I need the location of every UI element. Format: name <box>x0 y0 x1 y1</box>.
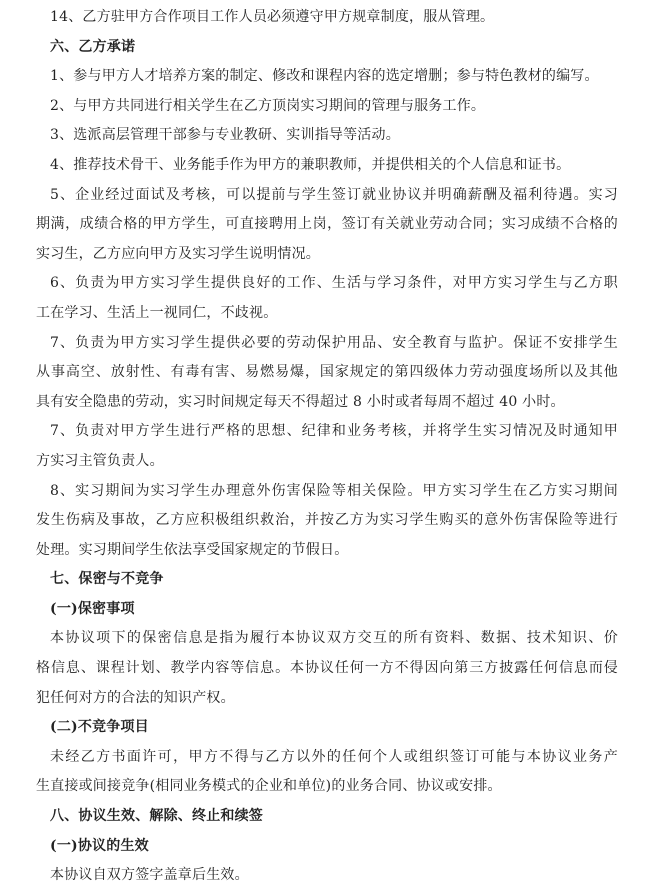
paragraph-line: 从事高空、放射性、有毒有害、易燃易爆，国家规定的第四级体力劳动强度场所以及其他 <box>36 364 618 381</box>
section-heading: 八、协议生效、解除、终止和续签 <box>50 808 263 825</box>
section-heading: 七、保密与不竞争 <box>50 571 164 588</box>
paragraph-line: 实习生，乙方应向甲方及实习学生说明情况。 <box>36 245 320 262</box>
paragraph-line: 1、参与甲方人才培养方案的制定、修改和课程内容的选定增删；参与特色教材的编写。 <box>50 68 599 85</box>
subsection-heading: (二)不竞争项目 <box>50 719 149 736</box>
paragraph-line: 14、乙方驻甲方合作项目工作人员必须遵守甲方规章制度，服从管理。 <box>50 9 495 25</box>
paragraph-line: 本协议项下的保密信息是指为履行本协议双方交互的所有资料、数据、技术知识、价 <box>50 630 618 647</box>
paragraph-line: 具有安全隐患的劳动，实习时间规定每天不得超过 8 小时或者每周不超过 40 小时。 <box>36 393 565 410</box>
paragraph-line: 未经乙方书面许可，甲方不得与乙方以外的任何个人或组织签订可能与本协议业务产 <box>50 748 618 765</box>
paragraph-line: 生直接或间接竞争(相同业务模式的企业和单位)的业务合同、协议或安排。 <box>36 778 502 795</box>
paragraph-line: 3、选派高层管理干部参与专业教研、实训指导等活动。 <box>50 127 400 144</box>
paragraph-line: 7、负责为甲方实习学生提供必要的劳动保护用品、安全教育与监护。保证不安排学生 <box>50 334 618 351</box>
paragraph-line: 发生伤病及事故，乙方应积极组织救治，并按乙方为实习学生购买的意外伤害保险等进行 <box>36 512 618 529</box>
paragraph-line: 7、负责对甲方学生进行严格的思想、纪律和业务考核，并将学生实习情况及时通知甲 <box>50 423 618 440</box>
paragraph-line: 8、实习期间为实习学生办理意外伤害保险等相关保险。甲方实习学生在乙方实习期间 <box>50 482 618 499</box>
paragraph-line: 犯任何对方的合法的知识产权。 <box>36 689 235 706</box>
paragraph-line: 6、负责为甲方实习学生提供良好的工作、生活与学习条件，对甲方实习学生与乙方职 <box>50 275 618 292</box>
subsection-heading: (一)保密事项 <box>50 600 135 617</box>
paragraph-line: 方实习主管负责人。 <box>36 452 164 469</box>
paragraph-line: 格信息、课程计划、教学内容等信息。本协议任何一方不得因向第三方披露任何信息而侵 <box>36 660 618 677</box>
paragraph-line: 处理。实习期间学生依法享受国家规定的节假日。 <box>36 541 349 558</box>
section-heading: 六、乙方承诺 <box>50 38 136 55</box>
paragraph-line: 期满，成绩合格的甲方学生，可直接聘用上岗，签订有关就业劳动合同；实习成绩不合格的 <box>36 216 618 233</box>
paragraph-line: 5、企业经过面试及考核，可以提前与学生签订就业协议并明确薪酬及福利待遇。实习 <box>50 186 618 203</box>
paragraph-line: 2、与甲方共同进行相关学生在乙方顶岗实习期间的管理与服务工作。 <box>50 97 486 114</box>
paragraph-line: 本协议自双方签字盖章后生效。 <box>50 867 249 884</box>
paragraph-line: 工在学习、生活上一视同仁，不歧视。 <box>36 304 278 321</box>
subsection-heading: (一)协议的生效 <box>50 837 149 854</box>
paragraph-line: 4、推荐技术骨干、业务能手作为甲方的兼职教师，并提供相关的个人信息和证书。 <box>50 156 571 173</box>
